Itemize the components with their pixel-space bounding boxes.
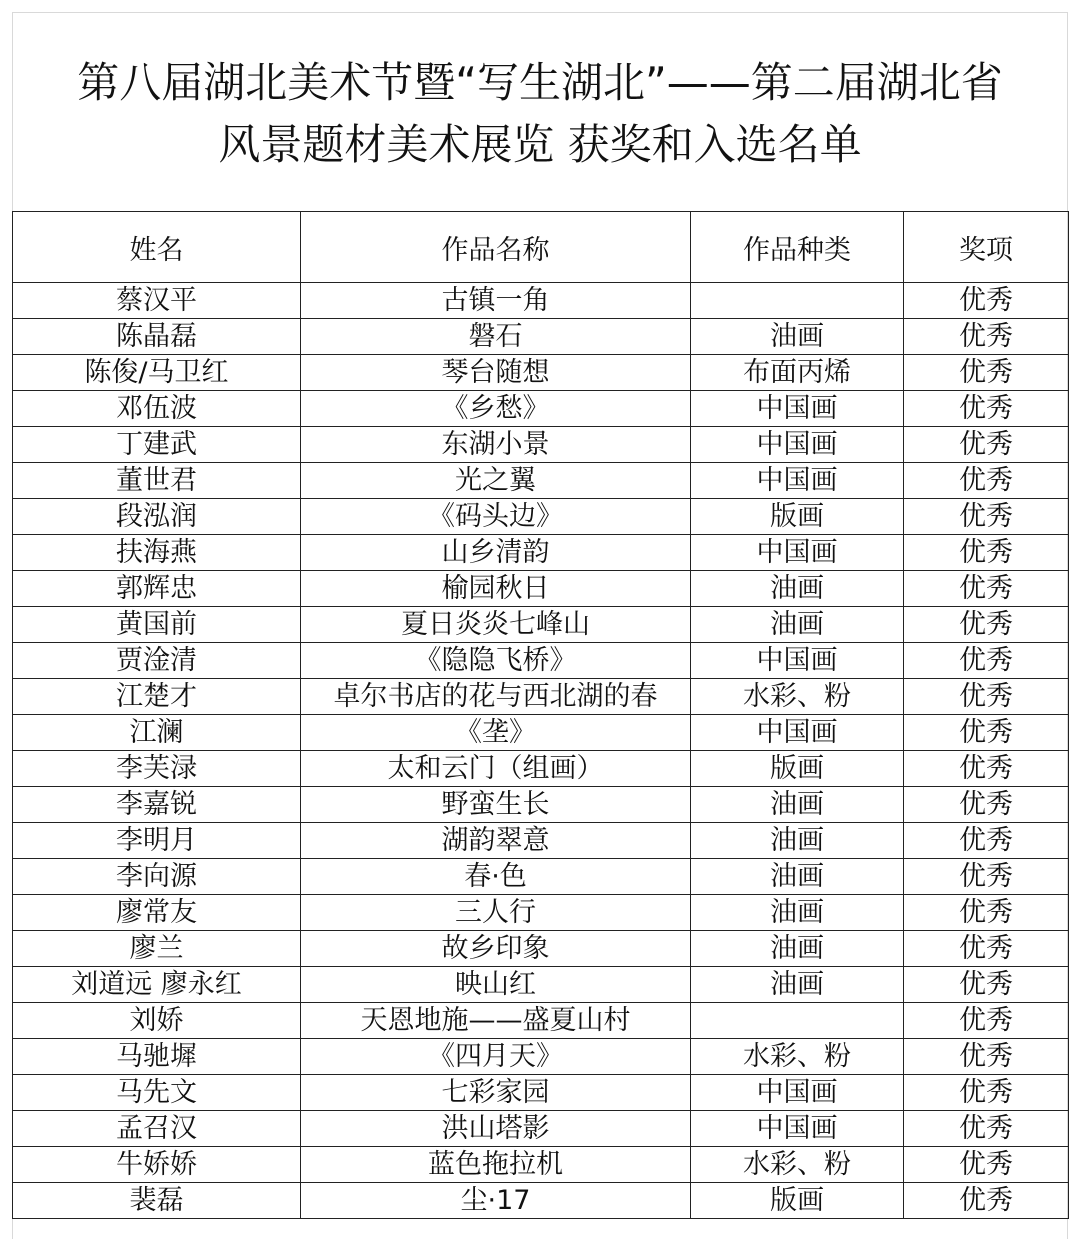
cell-work-type: 油画 <box>691 319 904 355</box>
cell-name: 陈晶磊 <box>13 319 301 355</box>
header-work-type: 作品种类 <box>691 212 904 283</box>
cell-award: 优秀 <box>904 679 1069 715</box>
cell-award: 优秀 <box>904 499 1069 535</box>
cell-work-title: 《码头边》 <box>301 499 691 535</box>
cell-work-title: 琴台随想 <box>301 355 691 391</box>
cell-name: 邓伍波 <box>13 391 301 427</box>
header-work-title: 作品名称 <box>301 212 691 283</box>
cell-award: 优秀 <box>904 1111 1069 1147</box>
cell-work-type: 水彩、粉 <box>691 1039 904 1075</box>
cell-work-title: 尘·17 <box>301 1183 691 1219</box>
cell-work-title: 洪山塔影 <box>301 1111 691 1147</box>
cell-work-type: 中国画 <box>691 1075 904 1111</box>
cell-name: 陈俊/马卫红 <box>13 355 301 391</box>
table-row <box>13 1111 1069 1147</box>
cell-name: 马先文 <box>13 1075 301 1111</box>
cell-work-title: 卓尔书店的花与西北湖的春 <box>301 679 691 715</box>
cell-name: 贾淦清 <box>13 643 301 679</box>
table-row <box>13 319 1069 355</box>
cell-award: 优秀 <box>904 607 1069 643</box>
cell-name: 董世君 <box>13 463 301 499</box>
cell-work-title: 光之翼 <box>301 463 691 499</box>
cell-work-type: 中国画 <box>691 391 904 427</box>
cell-work-title: 天恩地施——盛夏山村 <box>301 1003 691 1039</box>
cell-work-type: 版画 <box>691 1183 904 1219</box>
cell-work-type: 布面丙烯 <box>691 355 904 391</box>
table-row <box>13 463 1069 499</box>
cell-award: 优秀 <box>904 1183 1069 1219</box>
cell-name: 扶海燕 <box>13 535 301 571</box>
cell-work-title: 映山红 <box>301 967 691 1003</box>
cell-work-type: 中国画 <box>691 1111 904 1147</box>
table-row <box>13 895 1069 931</box>
table-header-row <box>13 212 1069 283</box>
table-row <box>13 355 1069 391</box>
cell-name: 江楚才 <box>13 679 301 715</box>
table-row <box>13 859 1069 895</box>
cell-award: 优秀 <box>904 859 1069 895</box>
cell-work-type <box>691 1003 904 1039</box>
document-title <box>0 52 1080 176</box>
table-row <box>13 643 1069 679</box>
cell-award: 优秀 <box>904 355 1069 391</box>
cell-work-title: 故乡印象 <box>301 931 691 967</box>
table-row <box>13 427 1069 463</box>
cell-work-title: 蓝色拖拉机 <box>301 1147 691 1183</box>
cell-name: 李芙渌 <box>13 751 301 787</box>
cell-award: 优秀 <box>904 967 1069 1003</box>
cell-work-type: 中国画 <box>691 715 904 751</box>
table-row <box>13 571 1069 607</box>
table-row <box>13 751 1069 787</box>
cell-award: 优秀 <box>904 391 1069 427</box>
table-row <box>13 535 1069 571</box>
award-table <box>12 211 1069 1219</box>
cell-award: 优秀 <box>904 643 1069 679</box>
table-body <box>13 283 1069 1219</box>
cell-award: 优秀 <box>904 1147 1069 1183</box>
cell-work-title: 太和云门（组画） <box>301 751 691 787</box>
cell-work-type: 油画 <box>691 823 904 859</box>
table-row <box>13 1147 1069 1183</box>
table-row <box>13 607 1069 643</box>
cell-name: 马驰墀 <box>13 1039 301 1075</box>
table-row <box>13 1183 1069 1219</box>
cell-name: 刘娇 <box>13 1003 301 1039</box>
cell-work-type: 油画 <box>691 787 904 823</box>
cell-work-type: 版画 <box>691 499 904 535</box>
cell-award: 优秀 <box>904 319 1069 355</box>
cell-award: 优秀 <box>904 823 1069 859</box>
cell-award: 优秀 <box>904 715 1069 751</box>
cell-name: 丁建武 <box>13 427 301 463</box>
cell-work-title: 湖韵翠意 <box>301 823 691 859</box>
table-row <box>13 967 1069 1003</box>
cell-name: 廖常友 <box>13 895 301 931</box>
cell-work-type: 版画 <box>691 751 904 787</box>
cell-name: 孟召汉 <box>13 1111 301 1147</box>
cell-name: 黄国前 <box>13 607 301 643</box>
title-line-1: 第八届湖北美术节暨“写生湖北”——第二届湖北省 <box>77 58 1003 107</box>
cell-work-title: 东湖小景 <box>301 427 691 463</box>
cell-name: 李嘉锐 <box>13 787 301 823</box>
table-row <box>13 283 1069 319</box>
table-row <box>13 823 1069 859</box>
cell-work-title: 夏日炎炎七峰山 <box>301 607 691 643</box>
title-line-2: 风景题材美术展览 获奖和入选名单 <box>218 120 862 169</box>
cell-name: 李向源 <box>13 859 301 895</box>
cell-work-title: 《四月天》 <box>301 1039 691 1075</box>
cell-work-type: 油画 <box>691 859 904 895</box>
cell-name: 郭辉忠 <box>13 571 301 607</box>
cell-name: 裴磊 <box>13 1183 301 1219</box>
cell-award: 优秀 <box>904 1039 1069 1075</box>
cell-award: 优秀 <box>904 931 1069 967</box>
cell-work-type: 水彩、粉 <box>691 1147 904 1183</box>
cell-award: 优秀 <box>904 1075 1069 1111</box>
cell-work-title: 《乡愁》 <box>301 391 691 427</box>
cell-name: 牛娇娇 <box>13 1147 301 1183</box>
cell-work-type: 中国画 <box>691 643 904 679</box>
cell-award: 优秀 <box>904 427 1069 463</box>
cell-work-title: 山乡清韵 <box>301 535 691 571</box>
table-row <box>13 1003 1069 1039</box>
cell-work-title: 榆园秋日 <box>301 571 691 607</box>
cell-award: 优秀 <box>904 535 1069 571</box>
table-row <box>13 1075 1069 1111</box>
cell-name: 段泓润 <box>13 499 301 535</box>
cell-name: 刘道远 廖永红 <box>13 967 301 1003</box>
cell-award: 优秀 <box>904 787 1069 823</box>
cell-award: 优秀 <box>904 571 1069 607</box>
cell-work-title: 三人行 <box>301 895 691 931</box>
cell-award: 优秀 <box>904 895 1069 931</box>
cell-work-title: 春·色 <box>301 859 691 895</box>
header-award: 奖项 <box>904 212 1069 283</box>
cell-work-title: 七彩家园 <box>301 1075 691 1111</box>
cell-work-type: 中国画 <box>691 427 904 463</box>
cell-work-type: 油画 <box>691 895 904 931</box>
cell-work-type: 油画 <box>691 931 904 967</box>
cell-name: 江澜 <box>13 715 301 751</box>
cell-name: 蔡汉平 <box>13 283 301 319</box>
cell-work-title: 《垄》 <box>301 715 691 751</box>
cell-award: 优秀 <box>904 283 1069 319</box>
cell-name: 李明月 <box>13 823 301 859</box>
cell-work-title: 磐石 <box>301 319 691 355</box>
table-row <box>13 679 1069 715</box>
table-row <box>13 715 1069 751</box>
table-row <box>13 391 1069 427</box>
cell-work-type: 中国画 <box>691 463 904 499</box>
header-name: 姓名 <box>13 212 301 283</box>
cell-award: 优秀 <box>904 1003 1069 1039</box>
table-row <box>13 787 1069 823</box>
cell-work-type: 水彩、粉 <box>691 679 904 715</box>
cell-award: 优秀 <box>904 463 1069 499</box>
cell-work-title: 野蛮生长 <box>301 787 691 823</box>
cell-work-type: 油画 <box>691 607 904 643</box>
cell-work-type: 中国画 <box>691 535 904 571</box>
cell-work-title: 《隐隐飞桥》 <box>301 643 691 679</box>
cell-work-type <box>691 283 904 319</box>
table-row <box>13 499 1069 535</box>
cell-work-type: 油画 <box>691 967 904 1003</box>
cell-work-type: 油画 <box>691 571 904 607</box>
cell-award: 优秀 <box>904 751 1069 787</box>
cell-work-title: 古镇一角 <box>301 283 691 319</box>
cell-name: 廖兰 <box>13 931 301 967</box>
table-row <box>13 931 1069 967</box>
table-row <box>13 1039 1069 1075</box>
